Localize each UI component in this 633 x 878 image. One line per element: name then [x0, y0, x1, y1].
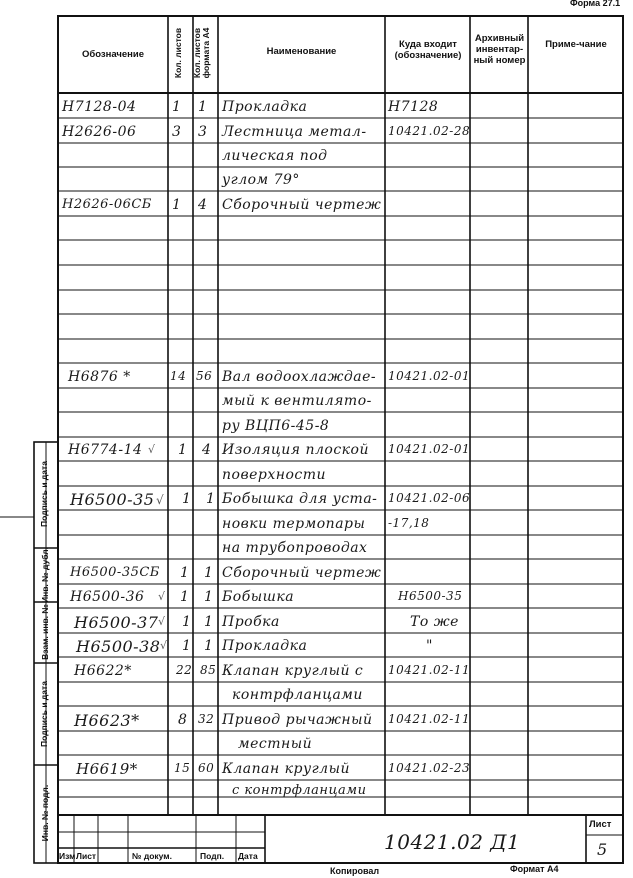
row-where: 10421.02-01	[388, 369, 471, 383]
row-a4: 60	[198, 761, 215, 775]
row-designation: Н6623*	[74, 711, 140, 730]
title-doc-no: № докум.	[132, 851, 172, 861]
header-archive-no: Архивный инвентар-ный номер	[473, 33, 526, 66]
check-mark-icon: √	[148, 443, 156, 456]
row-name: углом 79°	[222, 172, 300, 188]
row-where: 10421.02-28	[388, 124, 471, 138]
row-a4: 32	[198, 712, 215, 726]
row-where: 10421.02-01	[388, 442, 471, 456]
title-list: Лист	[76, 851, 97, 861]
footer-copied: Копировал	[330, 866, 380, 876]
row-designation: Н6500-35	[70, 490, 155, 509]
row-designation: Н6500-37	[74, 613, 159, 632]
row-where: То же	[410, 614, 459, 630]
row-name: Лестница метал-	[222, 124, 367, 140]
row-sheets: 1	[182, 614, 192, 630]
form-label: Форма 27.1	[570, 0, 621, 8]
row-name: Клапан круглый с	[222, 663, 364, 679]
row-a4: 4	[202, 442, 212, 458]
title-signature: Подп.	[200, 851, 225, 861]
row-name: Бобышка	[222, 589, 295, 605]
header-where-used: Куда входит (обозначение)	[394, 39, 462, 61]
row-name: лическая под	[222, 148, 328, 164]
row-name: Прокладка	[222, 99, 308, 115]
row-name: контрфланцами	[232, 687, 363, 703]
row-a4: 3	[198, 124, 208, 140]
footer-format: Формат А4	[510, 864, 559, 874]
header-note: Приме-чание	[545, 39, 607, 50]
header-designation: Обозначение	[81, 49, 145, 60]
row-name: на трубопроводах	[222, 540, 368, 556]
row-designation: Н7128-04	[62, 99, 137, 115]
row-sheets: 1	[182, 491, 192, 507]
row-designation: Н2626-06СБ	[62, 197, 152, 212]
row-where: 10421.02-23	[388, 761, 471, 775]
row-sheets: 1	[172, 99, 182, 115]
header-sheet-count: Кол. листов	[173, 27, 183, 79]
row-a4: 1	[204, 565, 214, 581]
header-name: Наименование	[266, 46, 337, 57]
row-name: с контрфланцами	[232, 783, 367, 798]
check-mark-icon: √	[158, 615, 166, 628]
row-name: Изоляция плоской	[222, 442, 369, 458]
row-name: местный	[238, 736, 313, 752]
row-sheets: 3	[172, 124, 182, 140]
row-a4: 1	[204, 614, 214, 630]
row-name: Прокладка	[222, 638, 308, 654]
row-name: Сборочный чертеж	[222, 565, 382, 581]
check-mark-icon: √	[156, 493, 165, 507]
row-designation: Н6774-14	[68, 442, 143, 458]
row-where: "	[426, 638, 433, 654]
header-a4-sheets: Кол. листов формата А4	[192, 27, 212, 79]
row-name: ру ВЦП6-45-8	[222, 418, 330, 434]
row-name: Сборочный чертеж	[222, 197, 382, 213]
sheet-number: 5	[597, 840, 608, 859]
side-label-duplicate-inv: Инв. № дубл.	[40, 546, 50, 604]
row-a4: 1	[204, 638, 214, 654]
row-sheets: 1	[180, 589, 190, 605]
row-a4: 85	[200, 663, 217, 677]
check-mark-icon: √	[160, 639, 168, 652]
row-sheets: 22	[176, 663, 193, 677]
row-where: Н7128	[388, 99, 439, 115]
sheet-label: Лист	[589, 819, 612, 830]
row-sheets: 1	[178, 442, 188, 458]
row-where: 10421.02-11	[388, 663, 471, 677]
row-a4: 1	[206, 491, 216, 507]
row-sheets: 8	[178, 712, 188, 728]
row-designation: Н6876 *	[68, 369, 131, 385]
row-name: новки термопары	[222, 516, 366, 532]
row-where: -17,18	[388, 516, 430, 530]
row-name: Клапан круглый	[222, 761, 350, 777]
row-designation: Н6622*	[74, 663, 132, 679]
row-sheets: 1	[172, 197, 182, 213]
row-where: 10421.02-06	[388, 491, 471, 505]
row-a4: 1	[204, 589, 214, 605]
row-a4: 1	[198, 99, 208, 115]
side-label-replacement-inv: Взам. инв. №	[40, 604, 50, 660]
row-name: мый к вентилято-	[222, 393, 372, 409]
row-sheets: 1	[182, 638, 192, 654]
row-name: Бобышка для уста-	[222, 491, 378, 507]
row-sheets: 15	[174, 761, 191, 775]
title-izm: Изм	[59, 851, 76, 861]
row-where: Н6500-35	[398, 589, 463, 603]
row-designation: Н6500-36	[70, 589, 145, 605]
row-name: Привод рычажный	[222, 712, 373, 728]
row-designation: Н6619*	[76, 760, 138, 778]
row-designation: Н2626-06	[62, 124, 137, 140]
side-label-signature-date-2: Подпись и дата	[39, 681, 49, 747]
row-name: поверхности	[222, 467, 327, 483]
side-label-signature-date: Подпись и дата	[39, 461, 49, 527]
row-name: Пробка	[222, 614, 280, 630]
document-code: 10421.02 Д1	[384, 830, 521, 854]
row-a4: 56	[196, 369, 213, 383]
row-designation: Н6500-38	[76, 637, 161, 656]
row-sheets: 1	[180, 565, 190, 581]
row-where: 10421.02-11	[388, 712, 471, 726]
row-sheets: 14	[170, 369, 187, 383]
row-a4: 4	[198, 197, 208, 213]
side-label-original-inv: Инв. № подл.	[40, 784, 50, 842]
row-name: Вал водоохлаждае-	[222, 369, 377, 385]
row-designation: Н6500-35СБ	[70, 565, 160, 580]
title-date: Дата	[238, 851, 258, 861]
check-mark-icon: √	[158, 590, 166, 603]
